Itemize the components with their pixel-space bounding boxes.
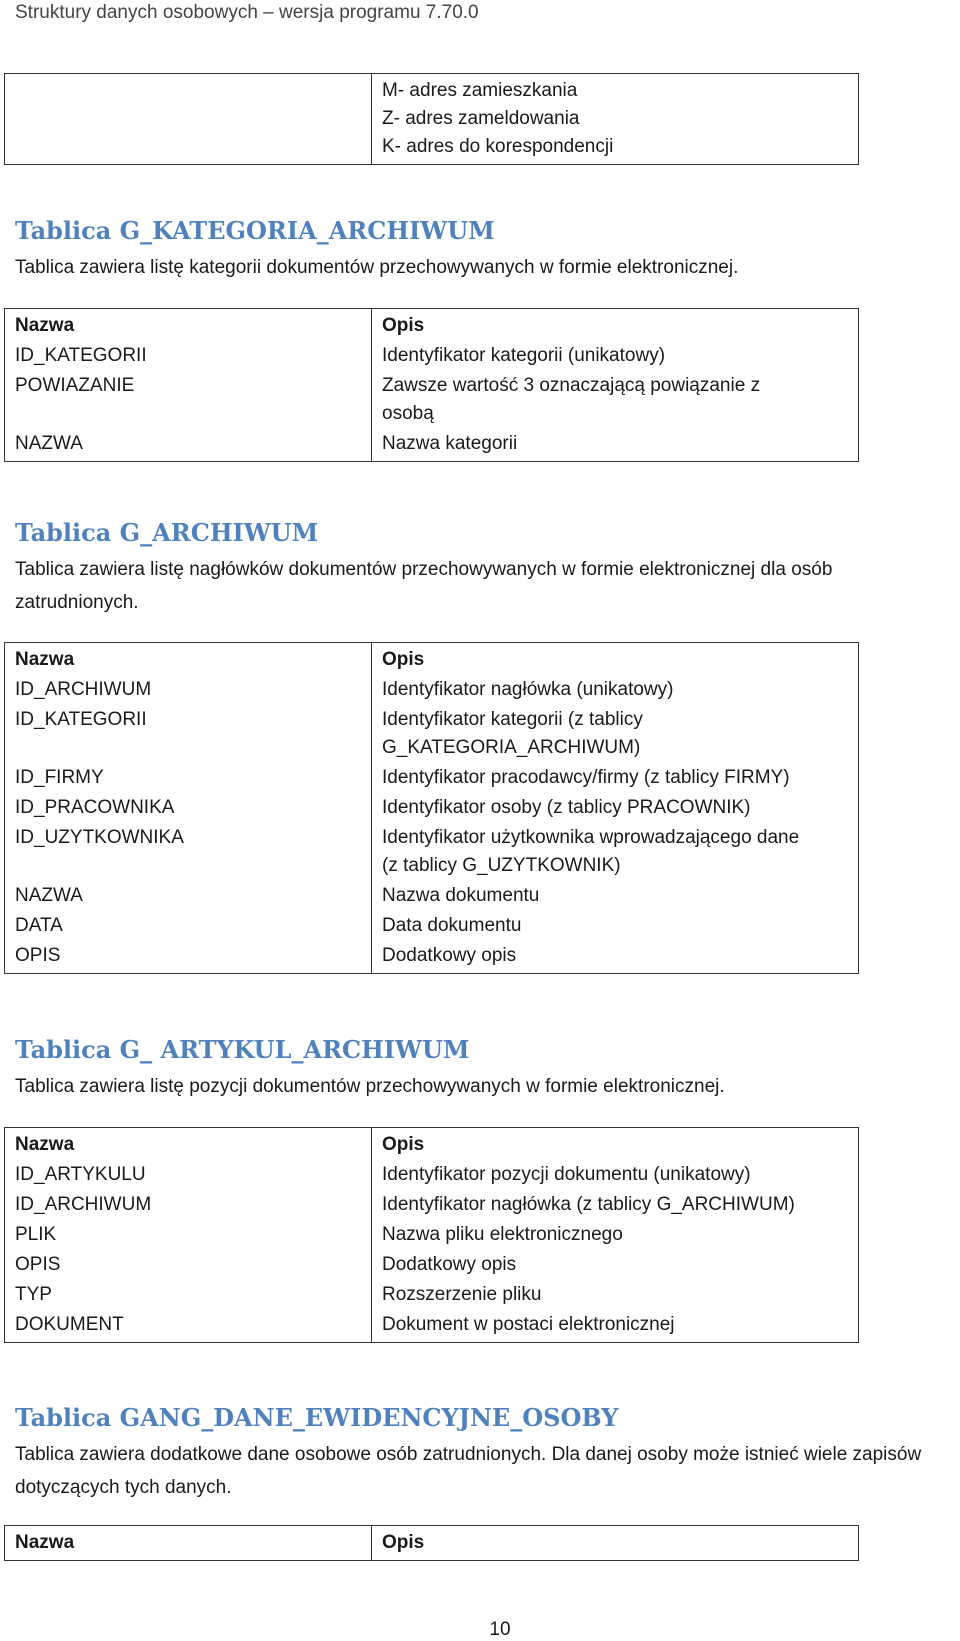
section-description: Tablica zawiera dodatkowe dane osobowe osób zatrudnionych. Dla danej osoby może istnieć wiele zapisów dotyczących tych danych. (15, 1444, 922, 1498)
table-row: ID_ARCHIWUM Identyfikator nagłówka (z tablicy G_ARCHIWUM) (5, 1191, 859, 1221)
page-number: 10 (489, 1619, 511, 1640)
field-table (4, 642, 859, 974)
column-header-description: Opis (382, 649, 425, 670)
column-header-name: Nazwa (5, 1128, 372, 1162)
running-header: Struktury danych osobowych – wersja programu 7.70.0 (15, 2, 479, 23)
address-type-list: M- adres zamieszkania Z- adres zameldowania K- adres do korespondencji (382, 80, 614, 157)
column-header-name: Nazwa (5, 309, 372, 343)
table-row: ID_ARTYKULU Identyfikator pozycji dokumentu (unikatowy) (5, 1161, 859, 1191)
table-row: DATA Data dokumentu (5, 912, 859, 942)
table-row: ID_KATEGORII Identyfikator kategorii (z tablicy G_KATEGORIA_ARCHIWUM) (5, 706, 859, 764)
table-row: ID_KATEGORII Identyfikator kategorii (unikatowy) (5, 342, 859, 372)
section-title: Tablica G_ ARTYKUL_ARCHIWUM (15, 1035, 470, 1064)
table-row: NAZWA Nazwa kategorii (5, 430, 859, 462)
section-title: Tablica GANG_DANE_EWIDENCYJNE_OSOBY (15, 1403, 619, 1432)
address-type-table (4, 73, 859, 165)
section-title: Tablica G_KATEGORIA_ARCHIWUM (15, 216, 495, 245)
table-row: ID_UZYTKOWNIKA Identyfikator użytkownika wprowadzającego dane (z tablicy G_UZYTKOWNIK) (5, 824, 859, 882)
table-row: ID_PRACOWNIKA Identyfikator osoby (z tablicy PRACOWNIK) (5, 794, 859, 824)
table-row: OPIS Dodatkowy opis (5, 942, 859, 974)
field-table (4, 1525, 859, 1561)
column-header-description: Opis (382, 1532, 425, 1553)
table-row: OPIS Dodatkowy opis (5, 1251, 859, 1281)
section-description: Tablica zawiera listę pozycji dokumentów przechowywanych w formie elektronicznej. (15, 1076, 725, 1097)
section-description: Tablica zawiera listę nagłówków dokumentów przechowywanych w formie elektronicznej dla osób zatrudnionych. (15, 559, 833, 613)
table-row: PLIK Nazwa pliku elektronicznego (5, 1221, 859, 1251)
table-row: TYP Rozszerzenie pliku (5, 1281, 859, 1311)
column-header-name: Nazwa (5, 1526, 372, 1561)
table-row: DOKUMENT Dokument w postaci elektronicznej (5, 1311, 859, 1343)
section-title: Tablica G_ARCHIWUM (15, 518, 319, 547)
field-table (4, 1127, 859, 1343)
table-row: NAZWA Nazwa dokumentu (5, 882, 859, 912)
column-header-name: Nazwa (5, 643, 372, 677)
field-table (4, 308, 859, 462)
table-row: POWIAZANIE Zawsze wartość 3 oznaczającą powiązanie z osobą (5, 372, 859, 430)
column-header-description: Opis (382, 1134, 425, 1155)
table-row: ID_ARCHIWUM Identyfikator nagłówka (unikatowy) (5, 676, 859, 706)
column-header-description: Opis (382, 315, 425, 336)
table-row: ID_FIRMY Identyfikator pracodawcy/firmy (z tablicy FIRMY) (5, 764, 859, 794)
section-description: Tablica zawiera listę kategorii dokumentów przechowywanych w formie elektronicznej. (15, 257, 739, 278)
